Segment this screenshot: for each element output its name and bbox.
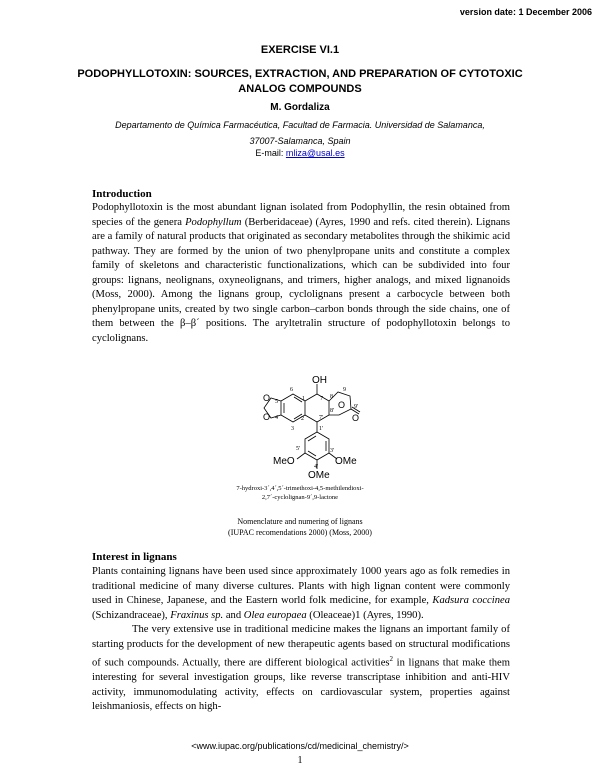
atom-number: 5 [275, 399, 278, 405]
atom-number: 8' [330, 408, 335, 414]
atom-number: 1' [319, 426, 324, 432]
page-number: 1 [297, 755, 303, 766]
atom-number: 3 [291, 426, 294, 432]
ome-right-label: OMe [335, 456, 357, 467]
version-date: version date: 1 December 2006 [459, 7, 592, 17]
atom-number: 2 [301, 416, 304, 422]
atom-number: 6 [290, 387, 293, 393]
email-line [0, 148, 600, 158]
atom-number: 4 [275, 415, 278, 421]
affiliation-line: 37007-Salamanca, Spain [249, 136, 351, 146]
atom-number: 7 [320, 396, 323, 402]
compound-name-line: 2,7´-cyclolignan-9´,9-lactone [261, 494, 339, 501]
footer-url[interactable]: <www.iupac.org/publications/cd/medicinal_chemistry/> [191, 741, 409, 751]
affiliation-line: Departamento de Química Farmacéutica, Facultad de Farmacia. Universidad de Salamanca, [115, 120, 485, 130]
ring-o-label: O [338, 400, 346, 410]
atom-number: 9' [354, 404, 359, 410]
exercise-label: EXERCISE VI.1 [260, 44, 340, 56]
caption-line: (IUPAC recomendations 2000) (Moss, 2000) [228, 528, 372, 537]
compound-name-line: 7-hydroxi-3´,4´,5´-trimethoxi-4,5-methilendioxi- [236, 485, 364, 492]
ome-bottom-label: OMe [308, 470, 330, 481]
atom-number: 7' [319, 415, 324, 421]
dioxy-o-bottom: O [263, 412, 271, 422]
interest-heading: Interest in lignans [92, 551, 177, 563]
affiliation [0, 117, 600, 149]
compound-name [0, 484, 600, 502]
atom-number: 5' [296, 446, 301, 452]
meo-left-label: MeO [273, 456, 295, 467]
carbonyl-o-label: O [352, 413, 360, 423]
dioxy-o-top: O [263, 393, 271, 403]
podophyllotoxin-structure [230, 374, 390, 494]
author: M. Gordaliza [270, 102, 330, 113]
oh-label: OH [312, 375, 327, 386]
ring-b [305, 394, 329, 422]
introduction-heading: Introduction [92, 188, 152, 200]
figure-caption [0, 516, 600, 538]
paper-title: PODOPHYLLOTOXIN: SOURCES, EXTRACTION, AND PREPARATION OF CYTOTOXIC ANALOG COMPOUNDS [77, 68, 523, 95]
atom-number: 1 [302, 396, 305, 402]
interest-paragraphs: Plants containing lignans have been used since approximately 1000 years ago as folk remedies in traditional medicine of many diverse cultures. Plants with high lignan content were commonly used in Chinese, Japanese, and the Eastern world folk medicine, for example, Kadsura coccinea (Schizandraceae), Fraxinus sp. and Olea europaea (Oleaceae)1 (Ayres, 1990). The very extensive use in traditional medicine makes the lignans an important family of starting products for the development of new therapeutic agents based on structural modifications of such compounds. Actually, there are different biological activities$^2$ in lignans that make them interesting for several investigation groups, like reverse transcriptase inhibition and anti-HIV activity, immunomodulating activity, effects on cardiovascular system, properties against leishmaniosis, effects on high- [92, 566, 511, 713]
atom-number: 8 [330, 394, 333, 400]
atom-number: 3' [330, 448, 335, 454]
atom-number: 4' [314, 464, 319, 470]
introduction-paragraph: Podophyllotoxin is the most abundant lignan isolated from Podophyllin, the resin obtained from species of the genera Podophyllum (Berberidaceae) (Ayres, 1990 and refs. cited therein). Lignans are a family of natural products that originated as secondary metabolites through the shikimic acid pathway. They are formed by the union of two phenylpropane units and constitute a complex family of skeletons and characteristic functionalizations, which can be subdivided into four groups: lignans, neolignans, oxyneolignans, and trimers, higher analogs, and mixed lignanoids (Moss, 2000). Among the lignans group, cyclolignans present a carbocycle between both phenylpropane units, created by two single carbon–carbon bonds through the side chains, one of them between the β–β´ positions. The aryltetralin structure of podophyllotoxin belongs to cyclolignans. [92, 202, 510, 344]
email-link[interactable]: mliza@usal.es [285, 148, 345, 158]
caption-line: Nomenclature and numering of lignans [237, 517, 363, 526]
ring-e [305, 432, 329, 460]
email-label: E-mail: [255, 148, 286, 158]
atom-number: 9 [343, 387, 346, 393]
